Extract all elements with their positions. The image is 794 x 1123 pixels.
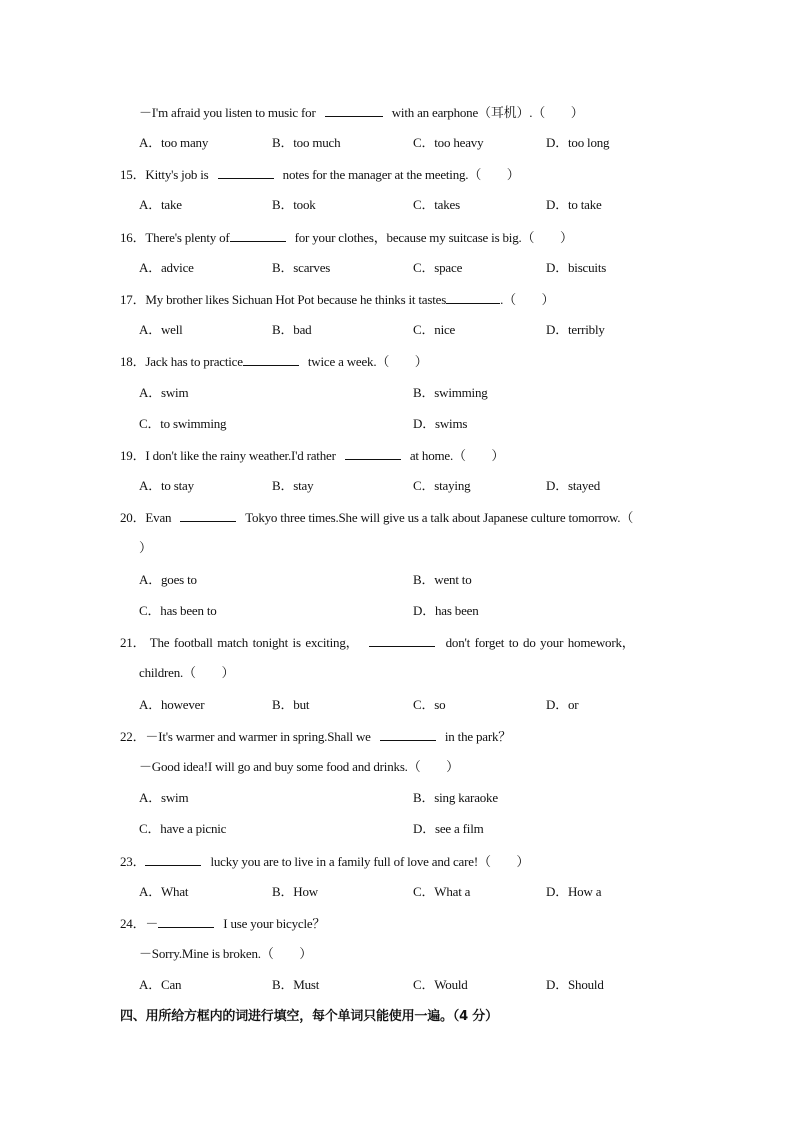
q17-option-c[interactable]: C．nice: [413, 322, 456, 337]
q22-stem: [120, 728, 511, 745]
q24-reply: －Sorry.Mine is broken.（ ）: [139, 946, 313, 961]
q15-option-c[interactable]: C．takes: [413, 197, 460, 212]
q24-text-a: 24．－: [120, 916, 159, 931]
q14-blank[interactable]: [325, 104, 383, 117]
q15-option-b[interactable]: B．took: [272, 197, 316, 212]
q19-option-b[interactable]: B．stay: [272, 478, 314, 493]
q19-option-d[interactable]: D．stayed: [546, 478, 600, 493]
q18-text-a: 18．Jack has to practice: [120, 354, 243, 369]
q14-option-c[interactable]: C．too heavy: [413, 135, 484, 150]
q17-text-a: 17．My brother likes Sichuan Hot Pot because he thinks it tastes: [120, 292, 447, 307]
q20-option-d[interactable]: D．has been: [413, 603, 479, 618]
q15-text-a: 15．Kitty's job is: [120, 167, 209, 182]
q17-option-d[interactable]: D．terribly: [546, 322, 605, 337]
q17-text-b: .（ ）: [500, 292, 555, 307]
q24-blank[interactable]: [158, 915, 214, 928]
q19-blank[interactable]: [345, 447, 401, 460]
q22-reply: －Good idea!I will go and buy some food and drinks.（ ）: [139, 759, 459, 774]
q24-option-b[interactable]: B．Must: [272, 977, 320, 992]
q15-option-a[interactable]: A．take: [139, 197, 182, 212]
q18-option-a[interactable]: A．swim: [139, 385, 189, 400]
q23-option-d[interactable]: D．How a: [546, 884, 602, 899]
q20-stem-cont: ）: [139, 540, 152, 555]
q14-option-d[interactable]: D．too long: [546, 135, 610, 150]
q20-option-c[interactable]: C．has been to: [139, 603, 217, 618]
q15-option-d[interactable]: D．to take: [546, 197, 602, 212]
q22-option-c[interactable]: C．have a picnic: [139, 821, 227, 836]
q22-option-b[interactable]: B．sing karaoke: [413, 790, 498, 805]
q16-text-a: 16．There's plenty of: [120, 230, 230, 245]
q20-stem: [120, 509, 633, 526]
q19-stem: [120, 447, 504, 464]
q23-text-b: lucky you are to live in a family full of love and care!（ ）: [210, 854, 530, 869]
q17-option-a[interactable]: A．well: [139, 322, 183, 337]
q18-text-b: twice a week.（ ）: [307, 354, 428, 369]
q23-blank[interactable]: [145, 853, 201, 866]
q23-option-c[interactable]: C．What a: [413, 884, 471, 899]
q21-text-b: don't forget to do your homework，: [445, 635, 635, 650]
q20-text-a: 20．Evan: [120, 510, 172, 525]
q18-blank[interactable]: [243, 353, 299, 366]
q19-text-a: 19．I don't like the rainy weather.I'd rather: [120, 448, 336, 463]
q21-option-a[interactable]: A．however: [139, 697, 205, 712]
q19-option-c[interactable]: C．staying: [413, 478, 471, 493]
q16-blank[interactable]: [230, 229, 286, 242]
q19-text-b: at home.（ ）: [409, 448, 505, 463]
q22-text-b: in the park？: [444, 729, 512, 744]
q22-option-d[interactable]: D．see a film: [413, 821, 484, 836]
q18-option-c[interactable]: C．to swimming: [139, 416, 227, 431]
q14-option-a[interactable]: A．too many: [139, 135, 209, 150]
q21-option-d[interactable]: D．or: [546, 697, 579, 712]
q23-option-a[interactable]: A．What: [139, 884, 189, 899]
q21-option-b[interactable]: B．but: [272, 697, 310, 712]
q17-stem: [120, 291, 554, 308]
q16-stem: [120, 229, 573, 246]
q18-option-d[interactable]: D．swims: [413, 416, 468, 431]
q22-option-a[interactable]: A．swim: [139, 790, 189, 805]
q16-option-b[interactable]: B．scarves: [272, 260, 331, 275]
q23-stem: [120, 853, 529, 870]
q17-blank[interactable]: [446, 291, 500, 304]
q14-line: [139, 104, 584, 121]
q21-blank[interactable]: [369, 634, 435, 647]
q15-blank[interactable]: [218, 166, 274, 179]
section-4-heading: 四、用所给方框内的词进行填空，每个单词只能使用一遍。（4 分）: [120, 1009, 498, 1024]
q23-text-a: 23．: [120, 854, 146, 869]
q17-option-b[interactable]: B．bad: [272, 322, 312, 337]
q18-option-b[interactable]: B．swimming: [413, 385, 488, 400]
q19-option-a[interactable]: A．to stay: [139, 478, 194, 493]
q16-text-b: for your clothes，because my suitcase is big.（ ）: [294, 230, 573, 245]
q20-text-b: Tokyo three times.She will give us a talk about Japanese culture tomorrow.（: [245, 510, 634, 525]
q14-text-a: －I'm afraid you listen to music for: [139, 105, 316, 120]
q14-option-b[interactable]: B．too much: [272, 135, 341, 150]
q24-text-b: I use your bicycle？: [223, 916, 326, 931]
q24-option-a[interactable]: A．Can: [139, 977, 182, 992]
q18-stem: [120, 353, 428, 370]
q21-stem: [120, 634, 635, 651]
q22-blank[interactable]: [380, 728, 436, 741]
q22-text-a: 22．－It's warmer and warmer in spring.Shall we: [120, 729, 371, 744]
q15-text-b: notes for the manager at the meeting.（ ）: [282, 167, 520, 182]
q24-stem: [120, 915, 325, 932]
q16-option-d[interactable]: D．biscuits: [546, 260, 607, 275]
q21-text-a: 21． The football match tonight is exciting，: [120, 635, 359, 650]
q15-stem: [120, 166, 520, 183]
q16-option-c[interactable]: C．space: [413, 260, 463, 275]
q21-stem-cont: children.（ ）: [139, 665, 235, 680]
q14-text-b: with an earphone（耳机）.（ ）: [391, 105, 584, 120]
q21-option-c[interactable]: C．so: [413, 697, 446, 712]
q20-option-a[interactable]: A．goes to: [139, 572, 197, 587]
q24-option-d[interactable]: D．Should: [546, 977, 604, 992]
q16-option-a[interactable]: A．advice: [139, 260, 194, 275]
q20-option-b[interactable]: B．went to: [413, 572, 472, 587]
q20-blank[interactable]: [180, 509, 236, 522]
q24-option-c[interactable]: C．Would: [413, 977, 468, 992]
q23-option-b[interactable]: B．How: [272, 884, 318, 899]
